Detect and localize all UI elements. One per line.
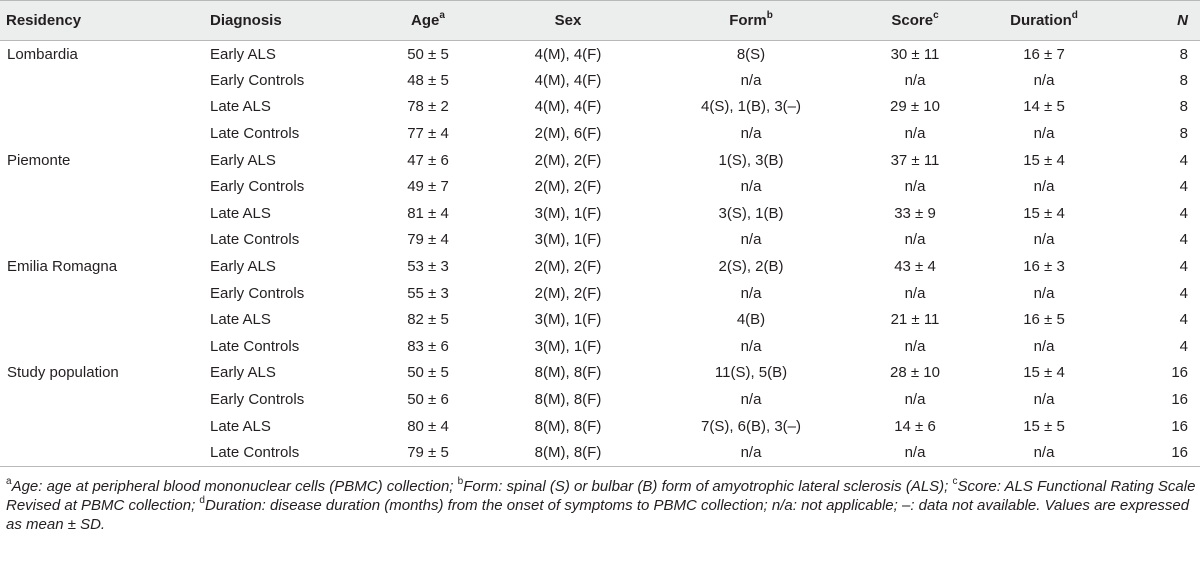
- cell-form: n/a: [740, 284, 762, 302]
- cell-diagnosis: Late Controls: [210, 231, 300, 249]
- table-row: [0, 439, 1200, 466]
- cell-age: 50 ± 5: [407, 45, 449, 63]
- cell-residency: [0, 413, 204, 440]
- cell-residency: [0, 173, 204, 200]
- header-age: Age$^a$: [370, 1, 486, 41]
- cell-age: 55 ± 3: [407, 284, 449, 302]
- cell-score: n/a: [904, 125, 926, 143]
- cell-sex: 4(M), 4(F): [534, 45, 602, 63]
- cell-n: 4: [1179, 258, 1188, 276]
- cell-score: n/a: [852, 439, 978, 466]
- cell-residency: [0, 120, 204, 147]
- cell-sex: 3(M), 1(F): [534, 311, 602, 329]
- cell-n: 16: [1171, 364, 1188, 382]
- cell-score: 14 ± 6: [894, 417, 936, 435]
- cell-n: 8: [1179, 71, 1188, 89]
- cell-duration: n/a: [978, 439, 1110, 466]
- cell-duration: 15 ± 4: [1023, 204, 1065, 222]
- cell-sex: 4(M), 4(F): [534, 98, 602, 116]
- cell-age: 79 ± 4: [407, 231, 449, 249]
- table-row: [0, 360, 1200, 387]
- cell-score: 29 ± 10: [890, 98, 940, 116]
- cell-duration: 15 ± 5: [1023, 417, 1065, 435]
- table-row: [0, 280, 1200, 307]
- cell-n: 8: [1179, 98, 1188, 116]
- cell-residency: [0, 386, 204, 413]
- table-row: [0, 94, 1200, 121]
- cell-n: 16: [1110, 439, 1200, 466]
- cell-diagnosis: Early Controls: [210, 391, 305, 409]
- cell-residency: Piemonte: [7, 151, 71, 169]
- table-row: [0, 147, 1200, 174]
- cell-age: 48 ± 5: [407, 71, 449, 89]
- cell-form: 2(S), 2(B): [718, 258, 784, 276]
- cell-n: 4: [1179, 231, 1188, 249]
- table-row: [0, 306, 1200, 333]
- cell-residency: [0, 94, 204, 121]
- footnote-score: Score: ALS Functional Rating Scale Revised at PBMC collection;: [6, 477, 1196, 514]
- cell-n: 4: [1179, 284, 1188, 302]
- cell-duration: n/a: [1033, 337, 1055, 355]
- table-row: [0, 333, 1200, 360]
- cell-form: n/a: [740, 231, 762, 249]
- table-footnotes: $^a$Age: age at peripheral blood mononuclear cells (PBMC) collection; $^b$Form: spinal (S) or bulbar (B) form of amyotrophic lateral sclerosis (ALS); $^c$Score: ALS Functional Rating Scale Revised at PBMC collection; $^d$Duration: disease duration (months) from the onset of symptoms to PBMC collection; n/a: not applicable; –: data not available. Values are expressed as mean ± SD.: [6, 475, 1196, 533]
- cell-diagnosis: Late ALS: [210, 204, 271, 222]
- cell-sex: 8(M), 8(F): [486, 439, 650, 466]
- cell-n: 4: [1179, 311, 1188, 329]
- table-header-row: [0, 1, 1200, 41]
- table-row: [0, 200, 1200, 227]
- cell-residency: Lombardia: [7, 45, 78, 63]
- cell-n: 16: [1171, 417, 1188, 435]
- cell-age: 80 ± 4: [407, 417, 449, 435]
- cell-form: 11(S), 5(B): [714, 364, 788, 382]
- cell-residency: [0, 227, 204, 254]
- cell-n: 4: [1179, 204, 1188, 222]
- cell-form: 1(S), 3(B): [718, 151, 784, 169]
- cell-sex: 3(M), 1(F): [534, 204, 602, 222]
- cell-score: 30 ± 11: [890, 45, 940, 63]
- cell-diagnosis: Late Controls: [204, 439, 370, 466]
- cell-score: n/a: [904, 284, 926, 302]
- header-residency: Residency: [0, 1, 204, 41]
- cell-n: 8: [1179, 125, 1188, 143]
- cell-score: n/a: [904, 71, 926, 89]
- cell-residency: Study population: [7, 364, 119, 382]
- footnote-form: Form: spinal (S) or bulbar (B) form of amyotrophic lateral sclerosis (ALS);: [463, 477, 953, 495]
- cell-score: n/a: [904, 391, 926, 409]
- footnote-age: Age: age at peripheral blood mononuclear cells (PBMC) collection;: [11, 477, 458, 495]
- cell-sex: 2(M), 2(F): [534, 258, 602, 276]
- cell-sex: 2(M), 2(F): [534, 151, 602, 169]
- cell-score: n/a: [904, 231, 926, 249]
- table-row: [0, 173, 1200, 200]
- header-n: N: [1110, 1, 1200, 41]
- table-row: [0, 41, 1200, 68]
- cell-duration: 16 ± 5: [1023, 311, 1065, 329]
- cell-sex: 2(M), 2(F): [534, 178, 602, 196]
- cell-age: 47 ± 6: [407, 151, 449, 169]
- table-row: [0, 413, 1200, 440]
- cell-score: 28 ± 10: [890, 364, 940, 382]
- cell-age: 77 ± 4: [407, 125, 449, 143]
- header-form: Form$^b$: [650, 1, 852, 41]
- cell-form: 8(S): [736, 45, 766, 63]
- cell-diagnosis: Late ALS: [210, 311, 271, 329]
- cell-sex: 8(M), 8(F): [534, 417, 602, 435]
- cell-age: 79 ± 5: [370, 439, 486, 466]
- cell-diagnosis: Late Controls: [210, 125, 300, 143]
- cell-duration: 16 ± 3: [1023, 258, 1065, 276]
- cell-diagnosis: Early Controls: [210, 71, 305, 89]
- cell-duration: n/a: [1033, 284, 1055, 302]
- cell-residency: [0, 67, 204, 94]
- cell-n: 8: [1179, 45, 1188, 63]
- cell-n: 16: [1171, 391, 1188, 409]
- cell-residency: [0, 306, 204, 333]
- header-duration: Duration$^d$: [978, 1, 1110, 41]
- cell-duration: 16 ± 7: [1023, 45, 1065, 63]
- footnote-duration: Duration: disease duration (months) from the onset of symptoms to PBMC collection; n/a: not applicable; –: data not available. Values are expressed as mean ± SD.: [6, 496, 1190, 533]
- cell-diagnosis: Early ALS: [210, 151, 276, 169]
- cell-residency: [0, 439, 204, 466]
- cell-score: 33 ± 9: [894, 204, 936, 222]
- cell-diagnosis: Early ALS: [210, 364, 276, 382]
- cell-age: 53 ± 3: [407, 258, 449, 276]
- cell-n: 4: [1179, 337, 1188, 355]
- table-row: [0, 67, 1200, 94]
- cell-form: 3(S), 1(B): [718, 204, 784, 222]
- cell-form: n/a: [740, 71, 762, 89]
- cell-age: 49 ± 7: [407, 178, 449, 196]
- cell-diagnosis: Early Controls: [210, 284, 305, 302]
- cell-age: 78 ± 2: [407, 98, 449, 116]
- cell-n: 4: [1179, 151, 1188, 169]
- cell-duration: 15 ± 4: [1023, 151, 1065, 169]
- cell-duration: 14 ± 5: [1023, 98, 1065, 116]
- cell-sex: 3(M), 1(F): [534, 337, 602, 355]
- cell-residency: [0, 280, 204, 307]
- cell-age: 50 ± 5: [407, 364, 449, 382]
- cell-form: 7(S), 6(B), 3(–): [700, 417, 802, 435]
- cell-sex: 3(M), 1(F): [534, 231, 602, 249]
- cell-age: 83 ± 6: [407, 337, 449, 355]
- cell-diagnosis: Early Controls: [210, 178, 305, 196]
- cell-diagnosis: Early ALS: [210, 258, 276, 276]
- cell-sex: 8(M), 8(F): [534, 391, 602, 409]
- cell-form: n/a: [740, 125, 762, 143]
- cell-sex: 8(M), 8(F): [534, 364, 602, 382]
- cell-diagnosis: Late Controls: [210, 337, 300, 355]
- cell-form: n/a: [740, 337, 762, 355]
- table-row: [0, 253, 1200, 280]
- cell-duration: n/a: [1033, 178, 1055, 196]
- cell-form: n/a: [740, 178, 762, 196]
- cell-score: n/a: [904, 337, 926, 355]
- cell-sex: 4(M), 4(F): [534, 71, 602, 89]
- cell-form: 4(S), 1(B), 3(–): [700, 98, 802, 116]
- header-diagnosis: Diagnosis: [204, 1, 370, 41]
- cell-diagnosis: Late ALS: [210, 98, 271, 116]
- table-row: [0, 120, 1200, 147]
- cell-form: n/a: [740, 391, 762, 409]
- cell-age: 82 ± 5: [407, 311, 449, 329]
- table-row: [0, 227, 1200, 254]
- header-score: Score$^c$: [852, 1, 978, 41]
- cell-residency: Emilia Romagna: [7, 258, 118, 276]
- cell-diagnosis: Early ALS: [210, 45, 276, 63]
- cell-sex: 2(M), 6(F): [534, 125, 602, 143]
- cell-form: n/a: [650, 439, 852, 466]
- cell-duration: n/a: [1033, 125, 1055, 143]
- cell-duration: 15 ± 4: [1023, 364, 1065, 382]
- cell-score: 43 ± 4: [894, 258, 936, 276]
- cell-sex: 2(M), 2(F): [534, 284, 602, 302]
- cell-score: 37 ± 11: [890, 151, 940, 169]
- cell-residency: [0, 200, 204, 227]
- cell-score: 21 ± 11: [890, 311, 940, 329]
- cell-age: 50 ± 6: [407, 391, 449, 409]
- cell-age: 81 ± 4: [407, 204, 449, 222]
- cell-form: 4(B): [736, 311, 766, 329]
- cell-diagnosis: Late ALS: [210, 417, 271, 435]
- cell-duration: n/a: [1033, 71, 1055, 89]
- cell-n: 4: [1179, 178, 1188, 196]
- cell-residency: [0, 333, 204, 360]
- header-sex: Sex: [486, 1, 650, 41]
- cell-score: n/a: [904, 178, 926, 196]
- cell-duration: n/a: [1033, 231, 1055, 249]
- cell-duration: n/a: [1033, 391, 1055, 409]
- table-row: [0, 386, 1200, 413]
